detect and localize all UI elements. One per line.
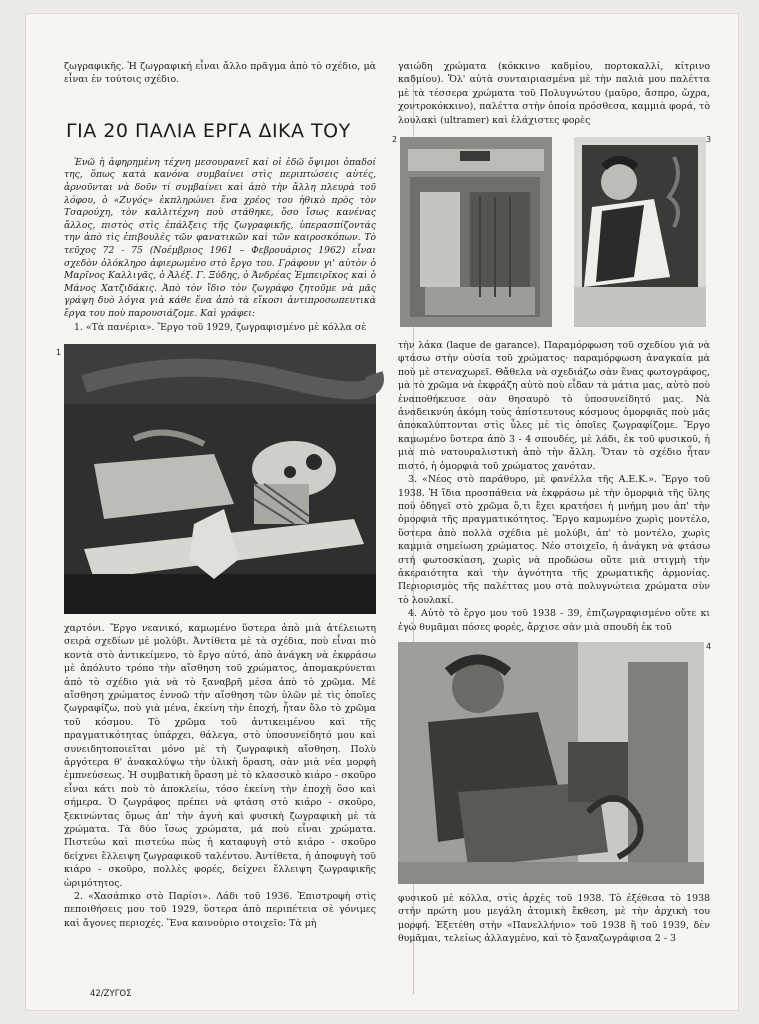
item-1-body: χαρτόνι. Ἔργο νεανικό, καμωμένο ὕστερα ἀπὸ μιὰ ἀτέλειωτη σειρὰ σχεδίων μὲ μολύβι. Ἀντίθετα μὲ τὰ σχέδια, ποὺ εἶναι πιὸ κοντὰ στὸ ἀντικείμενο, τὸ ἔργο αὐτό, ἀπὸ ἀνάγκη νὰ ἐκφράσω μὲ ἀπόλυτο τρόπο τὴν αἴσθηση τοῦ χρώματος, ἀπομακρύνεται ἀπὸ τὸ σχέδιο γιὰ νὰ τὸ ξαναβρῆ μέσα ἀπὸ τὸ χρῶμα. Μὲ αἴσθηση χρώματος ἐννοῶ τὴν αἴσθηση τῶν ὑλῶν μὲ τὶς ὁποῖες ζωγραφίζω, ποὺ γιὰ μένα, ἐκείνη τὴν ἐποχή, ἦταν ὅλο τὸ χρῶμα τοῦ κόσμου. Τὸ χρῶμα τοῦ ἀντικειμένου καὶ τῆς πραγματικότητας ὑπάρχει, θάλεγα, στὸ ὑποσυνείδητό μου καὶ συνειδητοποιεῖται μόνο μὲ τὴ ζωγραφικὴ αἴσθηση. Πολὺ ἀργότερα θ' ἀνακαλύψω τὴν ὑλικὴ ὅραση, σὰν μιὰ νέα μορφὴ ἐμπνεύσεως. Ἡ συμβατικὴ ὅραση μὲ τὸ κλασσικὸ κιάρο - σκοῦρο εἶναι κάτι ποὺ τὸ ἀποκλείω, τόσο ἐκείνη τὴν ἐποχὴ ὅσο καὶ σήμερα. Ὁ ζωγράφος πρέπει νὰ φτάση στὸ κιάρο - σκοῦρο, ξεκινώντας ὅμως ἀπ' τὴν ἁγνὴ καὶ φυσικὴ ζωγραφικὴ μὲ τὰ χρώματα. Τὰ δύο ἴσως χρώματα, μά ποὺ εἶναι χρώματα. Πιστεύω καὶ πιστεύω πὼς ἡ καταφυγὴ στὸ κιάρο - σκοῦρο δείχνει ἔλλειψη ζωγραφικοῦ ταλέντου. Ἀντίθετα, ἡ ἀποφυγὴ τοῦ κιάρο - σκοῦρο, πολλὲς φορές, δείχνει ἔλλειψη ζωγραφικῆς ὡριμότητος. bbox=[64, 622, 376, 889]
page-footer: 42/ΖΥΓΟΣ bbox=[90, 989, 132, 999]
plate-4 bbox=[398, 642, 710, 884]
article-title: ΓΙΑ 20 ΠΑΛΙΑ ΕΡΓΑ ΔΙΚΑ ΤΟΥ bbox=[66, 119, 351, 142]
plate-4-number: 4 bbox=[706, 641, 712, 651]
article-intro: Ἐνῶ ἡ ἀφηρημένη τέχνη μεσουρανεῖ καί οἱ ἐδῶ ὄψιμοι ὀπαδοί της, ὅπως κατὰ κανόνα συμβαίνει στὶς περιπτώσεις αὐτές, ἀρνοῦνται νὰ δοῦν τί συμβαίνει καὶ ἀπὸ τὴν ἄλλη πλευρὰ τοῦ λόφου, ὁ «Ζυγός» ἐκπληρώνει ἕνα χρέος του ἠθικὸ πρὸς τὸν Τσαρούχη, τὸν καλλιτέχνη ποὺ στάθηκε, ὅσο ἴσως κανένας ἄλλος, πιστὸς στὶς ἐπάλξεις τῆς ζωγραφικῆς, ὑπερασπίζοντάς την ἀπὸ τὶς ἐπιβουλὲς τῶν φανατικῶν καὶ τῶν καιροσκόπων. Τὸ τεῦχος 72 - 75 (Νοέμβριος 1961 – Φεβρουάριος 1962) εἶναι σχεδὸν ὁλόκληρο ἀφιερωμένο στὸ ἔργο του. Γράφουν γι' αὐτὸν ὁ Μαρῖνος Καλλιγᾶς, ὁ Ἀλέξ. Γ. Ξύδης, ὁ Ἀνδρέας Ἐμπειρῖκος καὶ ὁ Μάνος Χατζιδάκις. Ἀπὸ τὸν ἴδιο τὸν ζωγράφο ζητοῦμε νὰ μᾶς γράψη δυὸ λόγια γιὰ κάθε ἕνα ἀπὸ τὰ εἴκοσι ἀντιπροσωπευτικὰ ἔργα του ποὺ παρουσιάζομε. Καὶ γράφει: bbox=[64, 156, 376, 319]
item-2-text: 2. «Χασάπικο στὸ Παρίσι». Λάδι τοῦ 1936. Ἐπιστροφὴ στὶς πεποιθήσεις μου τοῦ 1929, ὕστερα ἀπὸ περιπέτεια σὲ γόνιμες καὶ ἄγονες περιοχές. Ἕνα καινούριο στοιχεῖο: Τὰ μὴ bbox=[64, 891, 376, 929]
plate-1 bbox=[56, 344, 376, 614]
item-2-body: τὴν λάκα (laque de garance). Παραμόρφωση τοῦ σχεδίου γιὰ νὰ φτάσω στὴν οὐσία τοῦ χρώματος· παραμόρφωση ἀναγκαία μὰ ποὺ μὲ στεναχωρεῖ. Θἄθελα νὰ σχεδιάζω σὰν ἕνας φωτογράφος, μὰ τὸ χρῶμα νὰ ἐκφράζη αὐτὸ ποὺ εἶδαν τὰ μάτια μας, αὐτὸ ποὺ ἐναποθήκευσε σὰν θησαυρὸ τὸ ὑποσυνείδητό μας. Νὰ ἀναδεικνύη ἀκόμη τοὺς ἀπίστευτους κόσμους ὀμορφιᾶς ποὺ μᾶς ἀποκαλύπτονται στὶς ὗλες μὲ τὶς ὁποῖες ζωγραφίζομε. Ἔργο καμωμένο ὕστερα ἀπὸ 3 - 4 σπουδές, μὲ λάδι, ἐκ τοῦ φυσικοῦ, ἡ μιὰ πιὸ νατουραλιστικὴ ἀπὸ τὴν ἄλλη. Ὅταν τὸ σχέδιο ἦταν πιστό, ἡ ὀμορφιὰ τοῦ χρώματος χανόταν. bbox=[398, 340, 710, 472]
plate-3-number: 3 bbox=[706, 135, 712, 145]
plate-2-number: 2 bbox=[392, 135, 398, 145]
plate-1-number: 1 bbox=[56, 347, 62, 357]
painting-seated-man-image bbox=[398, 642, 704, 884]
plates-2-3 bbox=[392, 135, 712, 331]
painting-youth-window-image bbox=[574, 137, 706, 327]
left-top-text: ζωγραφικῆς. Ἡ ζωγραφική εἶναι ἄλλο πρᾶγμα ἀπὸ τὸ σχέδιο, μὰ εἶναι ἐν τούτοις σχέδιο. bbox=[64, 61, 376, 86]
painting-baskets-image bbox=[64, 344, 376, 614]
item-1-heading: 1. «Τὰ πανέρια». Ἔργο τοῦ 1929, ζωγραφισμένο μὲ κόλλα σὲ bbox=[74, 321, 367, 333]
right-top-text: γαιώδη χρώματα (κόκκινο καδμίου, πορτοκαλλί, κίτρινο καδμίου). Ὅλ' αὐτὰ συνταιριασμένα μὲ τὴν παλιὰ μου παλέττα μὲ τὰ τέσσερα χρώματα τοῦ Πολυγνώτου (μαῦρο, ἄσπρο, ὤχρα, χοντροκόκκινο), παλέττα στὴν ὁποία πρόσθεσα, καμμιὰ φορά, τὸ λουλακὶ (ultramer) καὶ ἐλάχιστες φορὲς bbox=[398, 61, 710, 126]
item-4-body: φυσικοῦ μὲ κόλλα, στὶς ἀρχὲς τοῦ 1938. Τὸ ἐξέθεσα τὸ 1938 στὴν πρώτη μου μεγάλη ἀτομικὴ ἔκθεση, μὲ τὴν ἀρχικὴ του μορφή. Ἐξετέθη στὴν «Πανελλήνιο» τοῦ 1938 ἢ τοῦ 1939, δὲν θυμᾶμαι, τελείως ἀλλαγμένο, καὶ τὸ ξαναζωγράφισα 2 - 3 bbox=[398, 892, 710, 945]
right-column bbox=[392, 60, 712, 980]
item-3-text: 3. «Νέος στὸ παράθυρο, μὲ φανέλλα τῆς Α.Ε.Κ.». Ἔργο τοῦ 1938. Ἡ ἴδια προσπάθεια νὰ ἐκφράσω μὲ τὴν ὀμορφιὰ τῆς ὕλης ποὺ ὁδηγεῖ στὸ χρῶμα ὅ,τι ἔχει κρατήσει ἡ μνήμη μου ἀπ' τὴν ὀμορφιὰ τῆς πραγματικότητος. Ἔργο καμωμένο χωρὶς μοντέλο, ὕστερα ἀπὸ πολλὰ σχέδια μὲ μολύβι, ἀπ' τὸ μοντέλο, χωρὶς καμμιὰ σημείωση χρώματος. Νέο στοιχεῖο, ἡ ἀνάγκη νὰ φτάσω στὴ φωτοσκίαση, χωρὶς νὰ προδώσω οὔτε μιὰ στιγμὴ τὴν ἀκεραιότητα καὶ τὴν ἁγνότητα τῆς χρωματικῆς ἁρμονίας. Περιορισμὸς τῆς παλέττας μου στὰ πολυγνώτεια χρώματα σὺν τὸ λουλακί. bbox=[398, 474, 710, 606]
item-4-heading: 4. Αὐτὸ τὸ ἔργο μου τοῦ 1938 - 39, ἐπιζωγραφισμένο οὔτε κι ἐγὼ θυμᾶμαι πόσες φορές, ἄρχισε σὰν μιὰ σπουδὴ ἐκ τοῦ bbox=[398, 608, 710, 633]
left-column bbox=[56, 60, 376, 980]
painting-butcher-shop-image bbox=[400, 137, 552, 327]
